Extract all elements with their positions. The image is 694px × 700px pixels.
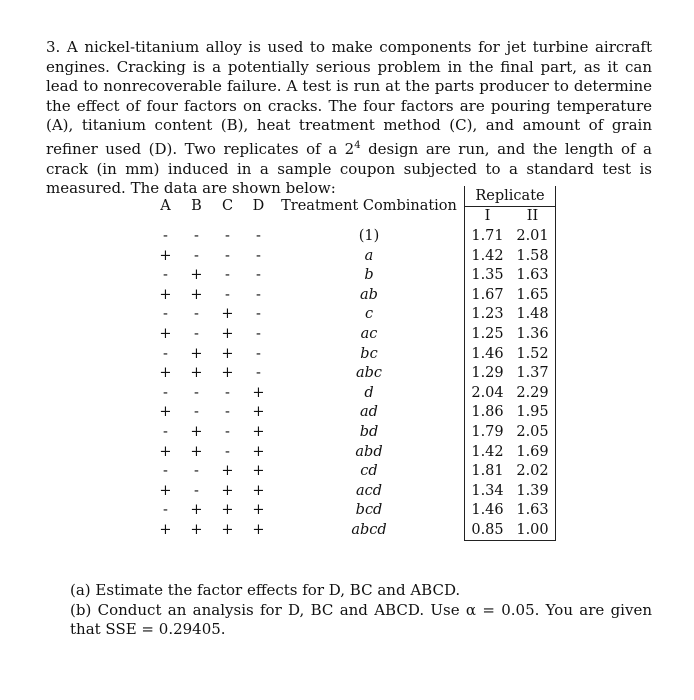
replicate-2-value: 1.00	[510, 520, 556, 540]
sign-b: +	[190, 443, 203, 460]
sign-b: -	[194, 482, 199, 499]
replicate-1-value: 0.85	[465, 520, 511, 540]
sign-b: +	[190, 365, 203, 382]
sign-a: +	[159, 365, 172, 382]
treatment-combination: c	[364, 306, 374, 323]
replicate-2-value: 2.01	[510, 226, 556, 246]
sign-c: -	[225, 404, 230, 421]
replicate-1-value: 1.46	[465, 344, 511, 364]
treatment-combination: bd	[359, 423, 379, 440]
part-a: (a) Estimate the factor effects for D, BC and ABCD.	[70, 581, 461, 599]
treatment-combination: (1)	[358, 227, 380, 244]
replicate-1-value: 1.81	[465, 461, 511, 481]
part-b: (b) Conduct an analysis for D, BC and ABCD. Use α = 0.05. You are given that SSE = 0.29405.	[70, 600, 652, 639]
sign-b: +	[190, 502, 203, 519]
sign-a: +	[159, 247, 172, 264]
header-c: C	[221, 198, 234, 215]
header-treatment: Treatment Combination	[281, 198, 457, 215]
replicate-2-value: 1.63	[510, 501, 556, 521]
sign-a: +	[159, 522, 172, 539]
sign-c: +	[221, 522, 234, 539]
sign-d: -	[256, 227, 261, 244]
sign-d: -	[256, 365, 261, 382]
replicate-2-value: 1.65	[510, 285, 556, 305]
treatment-combination: b	[364, 267, 374, 284]
sign-a: -	[163, 463, 168, 480]
replicate-1-value: 1.29	[465, 363, 511, 383]
replicate-2-value: 1.63	[510, 265, 556, 285]
sign-a: -	[163, 423, 168, 440]
sign-b: -	[194, 404, 199, 421]
replicate-1-value: 1.67	[465, 285, 511, 305]
sign-a: -	[163, 384, 168, 401]
replicate-1-value: 1.23	[465, 305, 511, 325]
replicate-1-value: 1.42	[465, 246, 511, 266]
sign-d: +	[252, 482, 265, 499]
sign-a: +	[159, 482, 172, 499]
sign-d: +	[252, 502, 265, 519]
sign-d: -	[256, 325, 261, 342]
sign-d: +	[252, 443, 265, 460]
table-row	[150, 403, 556, 423]
sign-b: -	[194, 247, 199, 264]
treatment-combination: abcd	[351, 522, 387, 539]
table-row	[150, 265, 556, 285]
replicate-1-value: 1.34	[465, 481, 511, 501]
sign-b: +	[190, 522, 203, 539]
treatment-combination: acd	[355, 482, 383, 499]
sign-a: +	[159, 404, 172, 421]
sign-d: -	[256, 345, 261, 362]
sign-b: -	[194, 306, 199, 323]
question-parts	[46, 581, 652, 640]
table-row	[150, 422, 556, 442]
replicate-1-value: 1.79	[465, 422, 511, 442]
sign-d: +	[252, 404, 265, 421]
sign-a: +	[159, 325, 172, 342]
replicate-2-value: 1.39	[510, 481, 556, 501]
sign-d: +	[252, 384, 265, 401]
replicate-2-value: 1.58	[510, 246, 556, 266]
replicate-1-value: 1.42	[465, 442, 511, 462]
sign-d: -	[256, 267, 261, 284]
treatment-combination: bc	[360, 345, 378, 362]
header-replicate: Replicate	[465, 186, 556, 206]
sign-b: +	[190, 345, 203, 362]
header-rep-1: I	[465, 206, 511, 226]
sign-c: -	[225, 227, 230, 244]
treatment-combination: ab	[360, 286, 378, 303]
replicate-1-value: 1.71	[465, 226, 511, 246]
treatment-combination: ad	[360, 404, 378, 421]
sign-c: -	[225, 247, 230, 264]
sign-c: -	[225, 443, 230, 460]
replicate-2-value: 2.29	[510, 383, 556, 403]
sign-c: -	[225, 286, 230, 303]
sign-a: -	[163, 306, 168, 323]
sign-b: -	[194, 325, 199, 342]
sign-a: -	[163, 502, 168, 519]
table-row	[150, 285, 556, 305]
problem-text-1: A nickel-titanium alloy is used to make components for jet turbine aircraft engines. Cracking is a potentially serious problem in the final part, as it can lead to nonrecoverable failure. A test is run at the parts producer to determine the effect of four factors on cracks. The four factors are pouring temperature (A), titanium content (B), heat treatment method (C), and amount of grain refiner used (D). Two replicates of a 2	[46, 38, 652, 158]
sign-b: -	[194, 463, 199, 480]
header-d: D	[252, 198, 265, 215]
replicate-2-value: 1.48	[510, 305, 556, 325]
table-row	[150, 344, 556, 364]
sign-c: +	[221, 306, 234, 323]
treatment-combination: bcd	[355, 502, 383, 519]
header-row-1	[150, 186, 556, 206]
sign-c: -	[225, 423, 230, 440]
treatment-combination: abc	[355, 365, 383, 382]
table-row	[150, 501, 556, 521]
replicate-2-value: 1.52	[510, 344, 556, 364]
replicate-2-value: 1.69	[510, 442, 556, 462]
problem-number: 3.	[46, 38, 61, 56]
replicate-2-value: 1.36	[510, 324, 556, 344]
replicate-1-value: 2.04	[465, 383, 511, 403]
sign-a: -	[163, 345, 168, 362]
sign-a: +	[159, 443, 172, 460]
sign-a: -	[163, 267, 168, 284]
data-table	[150, 186, 556, 541]
table-body	[150, 226, 556, 540]
sign-c: -	[225, 384, 230, 401]
sign-b: +	[190, 286, 203, 303]
problem-text-2: design are run, and the length of a crack (in mm) induced in a sample coupon subjected to a standard test is measured. The data are shown below:	[46, 139, 652, 198]
treatment-combination: abd	[355, 443, 383, 460]
sign-c: +	[221, 482, 234, 499]
table-row	[150, 246, 556, 266]
sign-d: +	[252, 463, 265, 480]
sign-d: -	[256, 306, 261, 323]
table-row	[150, 461, 556, 481]
sign-a: +	[159, 286, 172, 303]
problem-paragraph	[46, 38, 652, 199]
table-row	[150, 520, 556, 540]
sign-b: -	[194, 227, 199, 244]
sign-c: +	[221, 325, 234, 342]
table-row	[150, 383, 556, 403]
replicate-1-value: 1.35	[465, 265, 511, 285]
header-a: A	[160, 198, 171, 215]
sign-a: -	[163, 227, 168, 244]
sign-c: +	[221, 502, 234, 519]
sign-c: +	[221, 345, 234, 362]
sign-d: +	[252, 522, 265, 539]
header-rep-2: II	[510, 206, 556, 226]
sign-d: +	[252, 423, 265, 440]
sign-c: +	[221, 365, 234, 382]
replicate-1-value: 1.46	[465, 501, 511, 521]
sign-c: -	[225, 267, 230, 284]
table-row	[150, 442, 556, 462]
header-b: B	[191, 198, 202, 215]
problem-statement	[46, 38, 652, 199]
table-row	[150, 363, 556, 383]
table-row	[150, 226, 556, 246]
treatment-combination: cd	[360, 463, 378, 480]
replicate-1-value: 1.86	[465, 403, 511, 423]
replicate-2-value: 1.37	[510, 363, 556, 383]
replicate-2-value: 2.05	[510, 422, 556, 442]
sign-d: -	[256, 286, 261, 303]
table-row	[150, 305, 556, 325]
sign-c: +	[221, 463, 234, 480]
table-row	[150, 324, 556, 344]
treatment-combination: ac	[360, 325, 378, 342]
sign-b: -	[194, 384, 199, 401]
sign-d: -	[256, 247, 261, 264]
treatment-combination: d	[364, 384, 374, 401]
table-row	[150, 481, 556, 501]
sign-b: +	[190, 423, 203, 440]
treatment-combination: a	[364, 247, 374, 264]
replicate-2-value: 1.95	[510, 403, 556, 423]
exponent: 4	[354, 139, 361, 151]
replicate-2-value: 2.02	[510, 461, 556, 481]
sign-b: +	[190, 267, 203, 284]
replicate-1-value: 1.25	[465, 324, 511, 344]
